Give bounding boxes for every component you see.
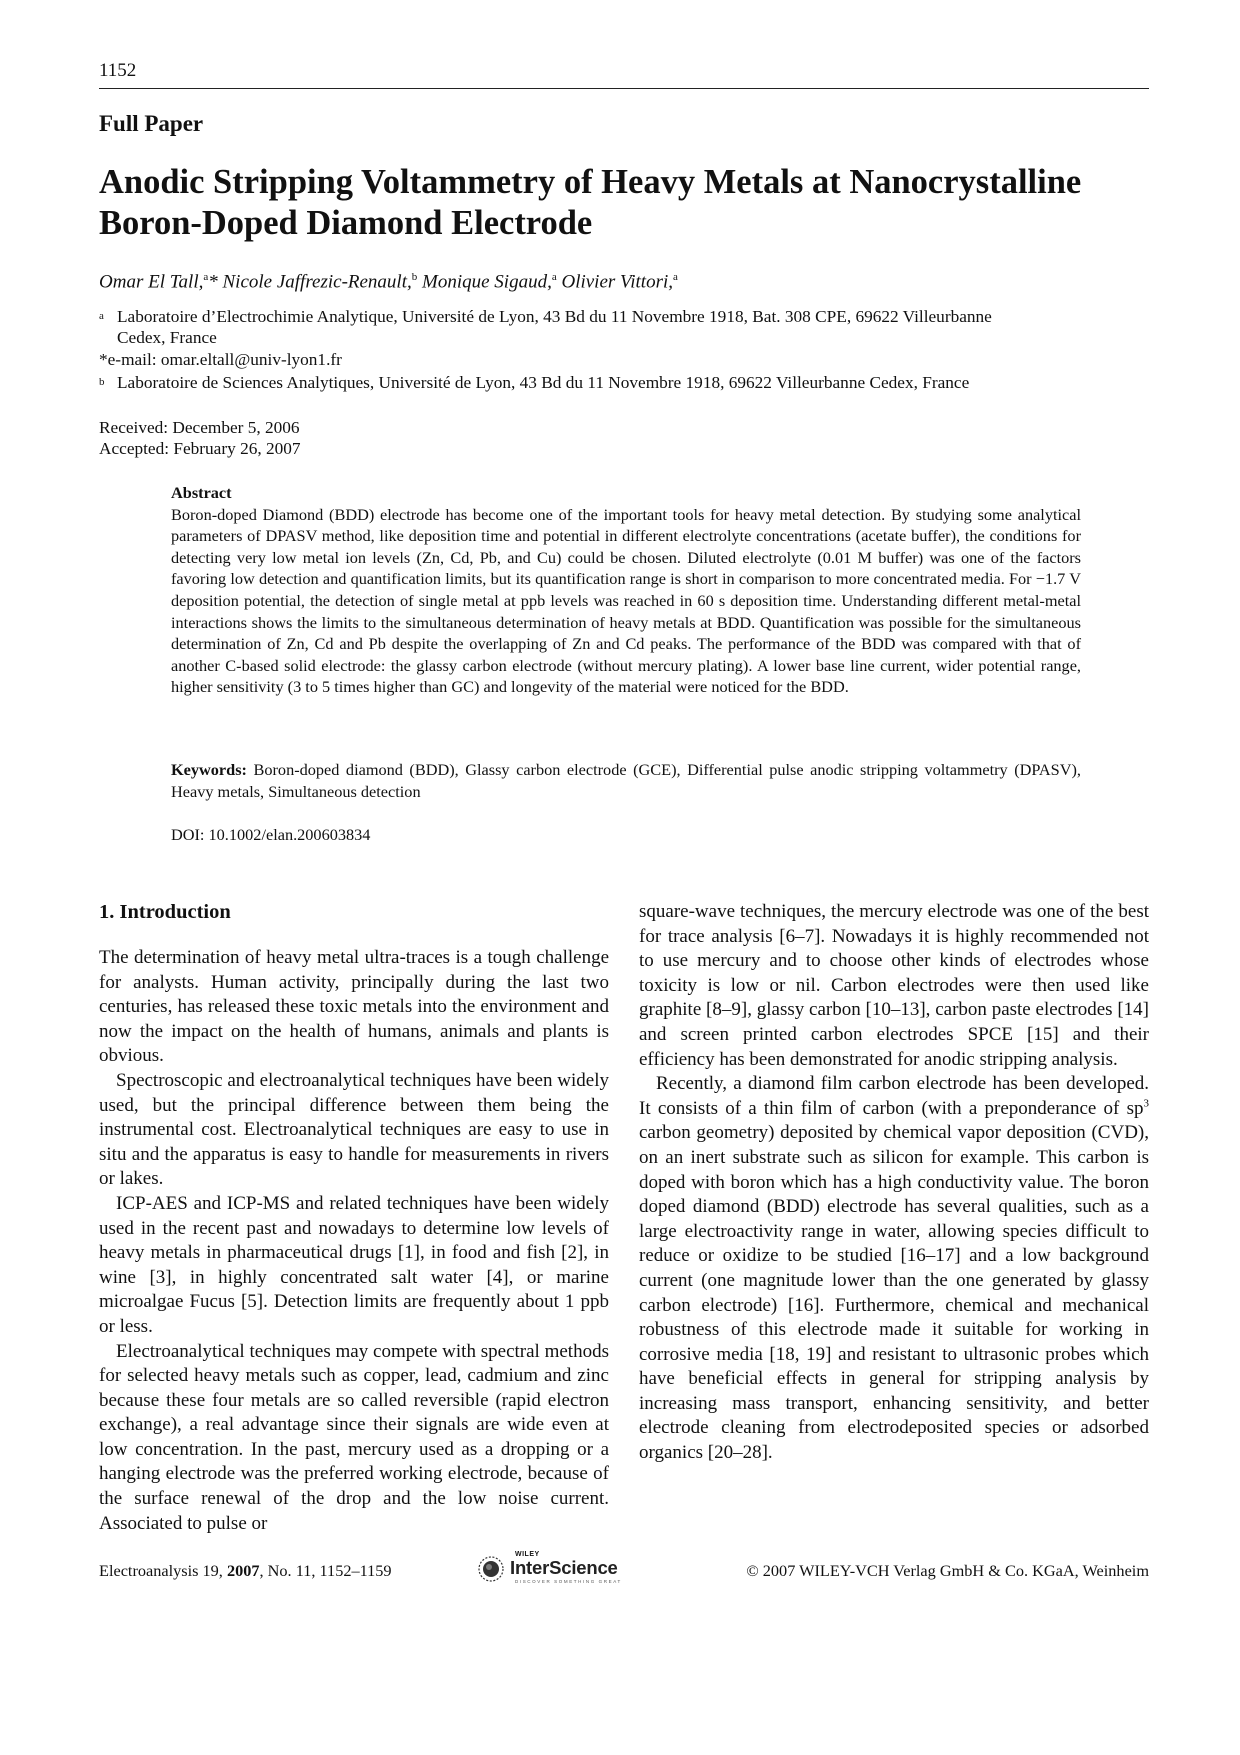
corresponding-email: *e-mail: omar.eltall@univ-lyon1.fr: [99, 350, 342, 369]
section-label: Full Paper: [99, 111, 204, 136]
author-name: Omar El Tall,: [99, 271, 204, 293]
keywords-text: Boron-doped diamond (BDD), Glassy carbon electrode (GCE), Differential pulse anodic stripping voltammetry (DPASV), Heavy metals, Simultaneous detection: [171, 760, 1081, 801]
body-paragraph: square-wave techniques, the mercury electrode was one of the best for trace analysis [6–7]. Nowadays it is highly recommended not to use mercury and to choose other kinds of electrodes whose toxicity is low or nil. Carbon electrodes were then used like graphite [8–9], glassy carbon [10–13], carbon paste electrodes [14] and screen printed carbon electrodes SPCE [15] and their efficiency has been demonstrated for anodic stripping analysis.: [639, 901, 1149, 1070]
author-affil-mark: a: [673, 271, 678, 283]
accepted-date: Accepted: February 26, 2007: [99, 439, 301, 458]
affiliation-mark: a: [99, 310, 104, 322]
affiliation-b: [99, 372, 1149, 393]
logo-tagline: DISCOVER SOMETHING GREAT: [515, 1579, 622, 1584]
keywords-label: Keywords:: [171, 760, 247, 779]
author-affil-mark: a: [203, 271, 209, 283]
author-name: Olivier Vittori,: [561, 271, 673, 293]
affiliation-a-line-1: Laboratoire d’Electrochimie Analytique, Université de Lyon, 43 Bd du 11 Novembre 1918, Bat. 308 CPE, 69622 Villeurbanne: [117, 307, 992, 326]
affiliation-a-line-2: Cedex, France: [117, 328, 217, 347]
body-paragraph: The determination of heavy metal ultra-traces is a tough challenge for analysts. Human activity, principally during the last two centuries, has released these toxic metals into the environment and now the impact on the health of humans, animals and plants is obvious.: [99, 947, 609, 1067]
abstract-heading: Abstract: [171, 483, 232, 502]
copyright: © 2007 WILEY-VCH Verlag GmbH & Co. KGaA, Weinheim: [746, 1561, 1149, 1580]
journal-citation: [99, 1561, 392, 1581]
abstract: [171, 482, 1081, 698]
page-footer: [99, 1551, 1149, 1601]
received-date: Received: December 5, 2006: [99, 418, 300, 437]
author-name: Nicole Jaffrezic-Renault,: [222, 271, 412, 293]
body-paragraph: [639, 1072, 1149, 1466]
interscience-logo: [477, 1551, 657, 1587]
page-number: 1152: [99, 60, 137, 81]
body-paragraph: Spectroscopic and electroanalytical techniques have been widely used, but the principal difference between them being the instrumental cost. Electroanalytical techniques are easy to use in situ and the apparatus is easy to handle for measurements in rivers or lakes.: [99, 1069, 609, 1190]
body-paragraph: ICP-AES and ICP-MS and related techniques have been widely used in the recent past and nowadays to determine low levels of heavy metals in pharmaceutical drugs [1], in food and fish [2], in wine [3], in highly concentrated salt water [4], or marine microalgae Fucus [5]. Detection limits are frequently about 1 ppb or less.: [99, 1192, 609, 1337]
logo-wiley-text: WILEY: [515, 1551, 540, 1558]
interscience-globe-icon: [477, 1555, 505, 1583]
author-name: Monique Sigaud,: [422, 271, 552, 293]
doi: DOI: 10.1002/elan.200603834: [171, 825, 371, 844]
paper-page: [99, 0, 1149, 1755]
title-line-2: Boron-Doped Diamond Electrode: [99, 204, 593, 242]
body-column-left: [99, 900, 609, 1536]
author-affil-mark: b: [411, 271, 418, 283]
author-affil-mark: a: [551, 271, 557, 283]
affiliation-a: [99, 306, 1149, 348]
title-line-1: Anodic Stripping Voltammetry of Heavy Metals at Nanocrystalline: [99, 163, 1082, 201]
journal-prefix: Electroanalysis 19,: [99, 1561, 227, 1580]
author-separator: *: [208, 271, 223, 293]
intro-heading: 1. Introduction: [99, 901, 231, 923]
affiliation-mark: b: [99, 376, 105, 388]
journal-suffix: , No. 11, 1152–1159: [259, 1561, 392, 1580]
affiliation-b-text: Laboratoire de Sciences Analytiques, Université de Lyon, 43 Bd du 11 Novembre 1918, 69622 Villeurbanne Cedex, France: [117, 373, 970, 392]
header-rule: [99, 88, 1149, 89]
abstract-text: Boron-doped Diamond (BDD) electrode has become one of the important tools for heavy metal detection. By studying some analytical parameters of DPASV method, like deposition time and potential in different electrolyte concentrations (acetate buffer), the conditions for detecting very low metal ion levels (Zn, Cd, Pb, and Cu) could be chosen. Diluted electrolyte (0.01 M buffer) was one of the factors favoring low detection and quantification limits, but its quantification range is short in comparison to more concentrated media. For −1.7 V deposition potential, the detection of single metal at ppb levels was reached in 60 s deposition time. Understanding different metal-metal interactions shows the limits to the simultaneous determination of heavy metals at BDD. Quantification was possible for the simultaneous determination of Zn, Cd and Pb despite the overlapping of Zn and Cd peaks. The performance of the BDD was compared with that of another C-based solid electrode: the glassy carbon electrode (without mercury plating). A lower base line current, wider potential range, higher sensitivity (3 to 5 times higher than GC) and longevity of the material were noticed for the BDD.: [171, 504, 1081, 697]
body-paragraph: Electroanalytical techniques may compete with spectral methods for selected heavy metals such as copper, lead, cadmium and zinc because these four metals are so called reversible (rapid electron exchange), a real advantage since their signals are wide even at low concentration. In the past, mercury used as a dropping or a hanging electrode was the preferred working electrode, because of the surface renewal of the drop and the low noise current. Associated to pulse or: [99, 1340, 609, 1534]
body-text: Recently, a diamond film carbon electrode has been developed. It consists of a thin film of carbon (with a preponderance of sp: [639, 1073, 1149, 1119]
author-list: [99, 271, 678, 293]
body-column-right: [639, 900, 1149, 1466]
keywords: [171, 759, 1081, 802]
superscript: 3: [1143, 1097, 1149, 1110]
journal-year: 2007: [226, 1561, 260, 1580]
body-text: carbon geometry) deposited by chemical vapor deposition (CVD), on an inert substrate such as silicon for example. This carbon is doped with boron which has a high conductivity value. The boron doped diamond (BDD) electrode has several qualities, such as a large electroactivity range in water, allowing species difficult to reduce or oxidize to be studied [16–17] and a low background current (one magnitude lower than the one generated by glassy carbon electrode) [16]. Furthermore, chemical and mechanical robustness of this electrode made it suitable for working in corrosive media [18, 19] and resistant to ultrasonic probes which have beneficial effects in general for stripping analysis by increasing mass transport, enhancing sensitivity, and better electrode cleaning from electrodeposited species or adsorbed organics [20–28].: [639, 1122, 1149, 1464]
article-title: [99, 162, 1149, 244]
article-dates: [99, 417, 301, 459]
logo-wordmark: InterScience: [510, 1557, 618, 1578]
